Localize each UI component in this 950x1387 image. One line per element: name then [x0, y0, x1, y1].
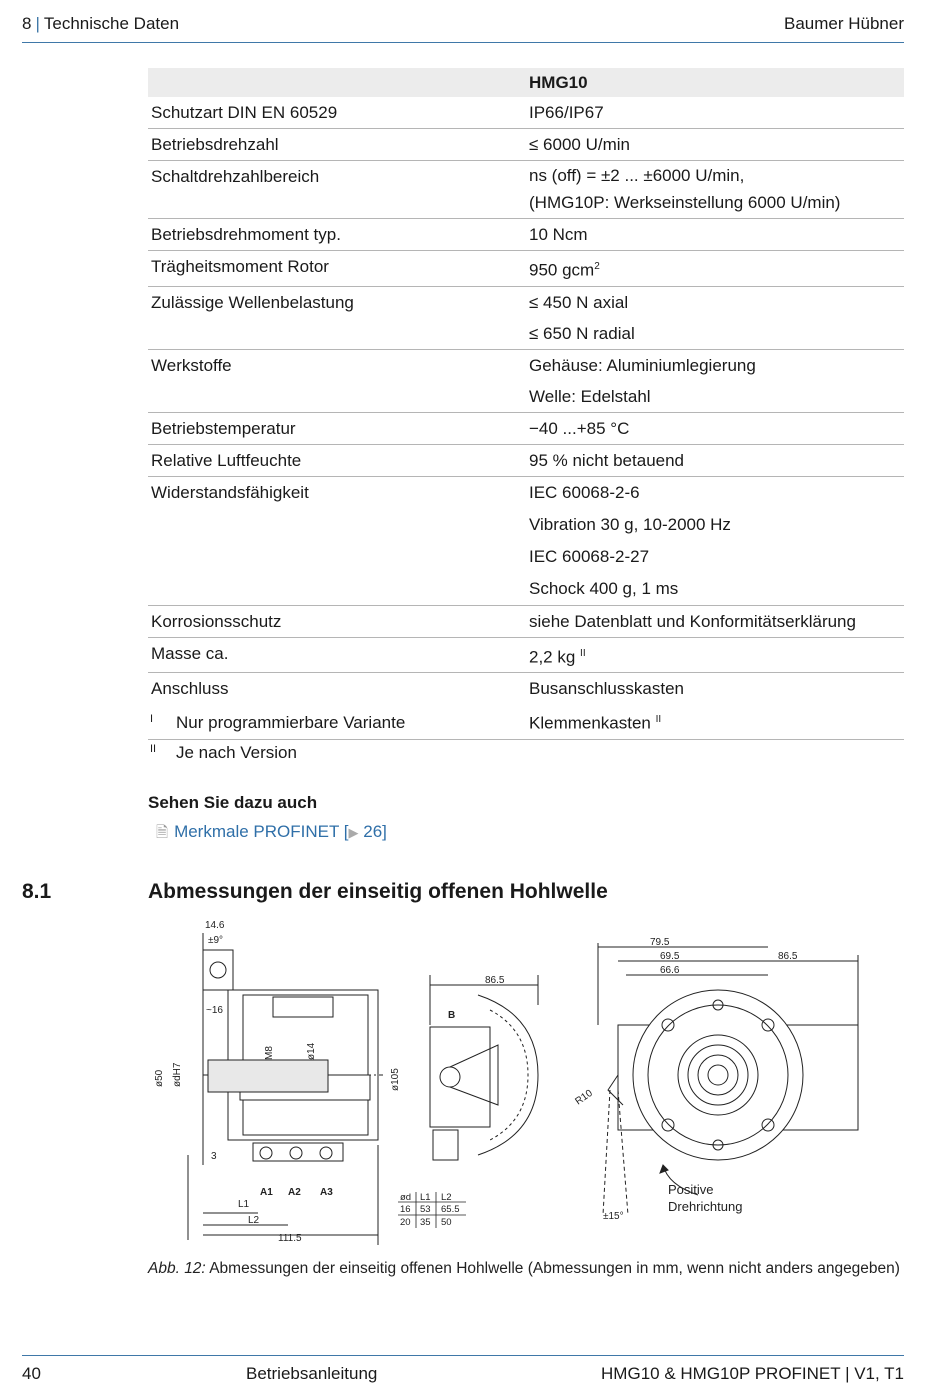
- caption-prefix: Abb. 12:: [148, 1260, 206, 1277]
- footnote-mark: II: [580, 647, 586, 659]
- row-value: −40 ...+85 °C: [526, 412, 904, 444]
- row-label: Betriebsdrehzahl: [148, 129, 526, 161]
- row-label: Schaltdrehzahlbereich: [148, 161, 526, 219]
- row-label: Anschluss: [148, 673, 526, 740]
- dim-16: ~16: [206, 1005, 223, 1016]
- row-label: Werkstoffe: [148, 349, 526, 412]
- dim-111-5: 111.5: [278, 1233, 302, 1244]
- document-icon: 🗎: [156, 824, 169, 841]
- footnote-mark: II: [655, 714, 662, 726]
- chapter-number: 8: [22, 14, 32, 33]
- size-table-cell: 16: [400, 1204, 411, 1215]
- row-value: 95 % nicht betauend: [526, 444, 904, 476]
- row-value: IEC 60068-2-27: [529, 546, 650, 566]
- dim-d50: ø50: [154, 1069, 165, 1087]
- row-value: ≤ 450 N axial: [529, 292, 629, 312]
- header-brand: Baumer Hübner: [783, 14, 904, 33]
- dim-l2: L2: [248, 1215, 260, 1226]
- label-a1: A1: [260, 1187, 273, 1198]
- table-row: [148, 97, 904, 129]
- row-value: 2,2 kg: [529, 647, 576, 667]
- page-footer: [22, 1355, 904, 1386]
- dim-d105: ø105: [390, 1068, 401, 1091]
- footnote-text: Je nach Version: [176, 743, 297, 762]
- dim-d14: ø14: [306, 1042, 317, 1060]
- table-row: [148, 129, 904, 161]
- row-label: Korrosionsschutz: [148, 605, 526, 637]
- label-a2: A2: [288, 1187, 301, 1198]
- row-value: IP66/IP67: [526, 97, 904, 129]
- middle-view: [430, 975, 538, 1160]
- footnote: [150, 743, 297, 763]
- dim-69-5: 69.5: [660, 951, 680, 962]
- spec-table: [148, 68, 904, 740]
- front-view: [598, 943, 858, 1215]
- row-value: Klemmenkasten: [529, 713, 651, 733]
- table-row: [148, 349, 904, 412]
- label-a3: A3: [320, 1187, 333, 1198]
- table-row: [148, 161, 904, 219]
- row-value: ≤ 6000 U/min: [526, 129, 904, 161]
- row-value: ns (off) = ±2 ... ±6000 U/min,: [529, 166, 745, 185]
- page-header: [22, 12, 904, 43]
- size-table-cell: 35: [420, 1217, 431, 1228]
- doc-type: Betriebsanleitung: [246, 1364, 378, 1383]
- size-table-head-d: ød: [400, 1192, 412, 1203]
- row-label: Betriebsdrehmoment typ.: [148, 219, 526, 251]
- link-page: 26]: [363, 822, 387, 841]
- page-number: 40: [22, 1364, 41, 1383]
- row-value: Vibration 30 g, 10-2000 Hz: [529, 514, 731, 534]
- dim-79-5: 79.5: [650, 937, 670, 948]
- row-label: Betriebstemperatur: [148, 412, 526, 444]
- table-row: [148, 219, 904, 251]
- section-number: 8.1: [22, 880, 52, 903]
- dim-14-6: 14.6: [205, 920, 225, 931]
- table-row: [148, 251, 904, 287]
- dim-86-5-a: 86.5: [485, 975, 505, 986]
- figure-caption: [148, 1258, 908, 1280]
- table-row: [148, 444, 904, 476]
- row-label: Zulässige Wellenbelastung: [148, 286, 526, 349]
- size-table-cell: 50: [441, 1217, 452, 1228]
- dim-pm15: ±15°: [603, 1211, 624, 1222]
- table-row: [148, 412, 904, 444]
- row-value: Busanschlusskasten: [529, 679, 684, 699]
- see-also-link[interactable]: [156, 822, 387, 847]
- footnote-text: Nur programmierbare Variante: [176, 713, 406, 732]
- footnote: [150, 713, 405, 733]
- row-value: siehe Datenblatt und Konformitätserklärung: [526, 605, 904, 637]
- row-value: IEC 60068-2-6: [529, 482, 640, 502]
- footnote-mark: II: [150, 743, 157, 755]
- row-value: Welle: Edelstahl: [529, 386, 651, 406]
- dim-66-6: 66.6: [660, 965, 680, 976]
- dim-m8: M8: [264, 1046, 275, 1060]
- row-value: 10 Ncm: [526, 219, 904, 251]
- row-label: Schutzart DIN EN 60529: [148, 97, 526, 129]
- rotation-label-2: Drehrichtung: [668, 1199, 743, 1214]
- table-row: [148, 476, 904, 605]
- row-value: ≤ 650 N radial: [529, 323, 635, 343]
- row-value: Gehäuse: Aluminiumlegierung: [529, 355, 756, 375]
- section-title: Abmessungen der einseitig offenen Hohlwelle: [148, 880, 608, 903]
- row-value: 950 gcm: [529, 260, 595, 280]
- row-label: Relative Luftfeuchte: [148, 444, 526, 476]
- row-value: Schock 400 g, 1 ms: [529, 578, 679, 598]
- dim-l1: L1: [238, 1199, 250, 1210]
- caption-text: Abmessungen der einseitig offenen Hohlwelle (Abmessungen in mm, wenn nicht anders angegeben): [205, 1260, 900, 1277]
- dim-86-5-b: 86.5: [778, 951, 798, 962]
- header-chapter: 8 | Technische Daten: [22, 14, 180, 33]
- footnote-mark: I: [150, 713, 154, 725]
- size-table-cell: 65.5: [441, 1204, 460, 1215]
- size-table-cell: 20: [400, 1217, 411, 1228]
- size-table-head-l2: L2: [441, 1192, 452, 1203]
- chapter-title: Technische Daten: [43, 14, 180, 33]
- row-value: (HMG10P: Werkseinstellung 6000 U/min): [529, 193, 841, 212]
- link-text: Merkmale PROFINET [: [174, 822, 349, 841]
- table-header-row: [148, 68, 904, 97]
- row-label: Widerstandsfähigkeit: [148, 476, 526, 605]
- table-row: [148, 286, 904, 349]
- label-b: B: [448, 1010, 456, 1021]
- dim-pm9: ±9°: [208, 935, 224, 946]
- product-name: HMG10 & HMG10P PROFINET | V1, T1: [601, 1364, 904, 1383]
- row-label: Masse ca.: [148, 637, 526, 673]
- side-view: [188, 933, 383, 1245]
- arrow-right-icon: ▶: [348, 825, 359, 840]
- size-table-cell: 53: [420, 1204, 431, 1215]
- superscript: 2: [594, 261, 600, 272]
- table-row: [148, 637, 904, 673]
- dim-dh7: ødH7: [172, 1062, 183, 1087]
- dim-r10: R10: [573, 1087, 595, 1108]
- table-row: [148, 605, 904, 637]
- rotation-label-1: Positive: [668, 1182, 714, 1197]
- see-also-heading: Sehen Sie dazu auch: [148, 793, 318, 812]
- table-column-header: HMG10: [526, 68, 904, 97]
- row-label: Trägheitsmoment Rotor: [148, 251, 526, 287]
- dimension-drawing: [148, 915, 868, 1255]
- size-table-head-l1: L1: [420, 1192, 431, 1203]
- dim-3: 3: [211, 1151, 217, 1162]
